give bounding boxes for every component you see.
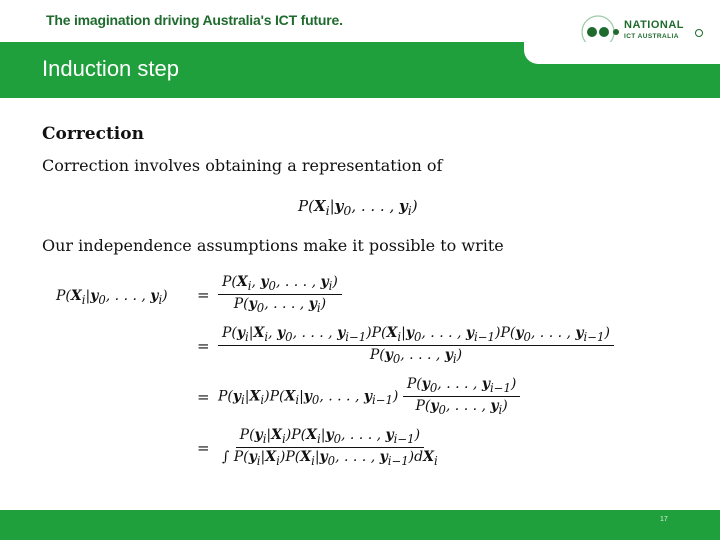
tagline: The imagination driving Australia's ICT future.: [46, 12, 343, 28]
page-number: 17: [660, 516, 668, 523]
equation-row-1: $\frac{P(X_i, y_0, . . . , y_i)}{P(y_0, . . . , y_i)}$: [218, 274, 342, 315]
equation-lhs: $P(X_i|y_0$, . . . , $y_i$): [56, 288, 168, 307]
logo-line-2: ICT AUSTRALIA: [624, 33, 679, 40]
logo-line-1: NATIONAL: [624, 19, 685, 31]
section-heading: Correction: [42, 124, 144, 144]
logo-ring-icon: [694, 28, 704, 38]
equals-sign-2: =: [197, 337, 210, 355]
equals-sign-3: =: [197, 388, 210, 406]
paragraph-1: Correction involves obtaining a representation of: [42, 156, 443, 175]
paragraph-2: Our independence assumptions make it possible to write: [42, 236, 504, 255]
equation-row-4: $\frac{P(y_i|X_i)P(X_i|y_0, . . . , y_{i-1})}{\int P(y_i|X_i)P(X_i|y_0, . . . , y_{i-1})dX_i}$: [222, 427, 438, 468]
equals-sign-1: =: [197, 286, 210, 304]
slide-title: Induction step: [42, 56, 179, 81]
formula-posterior: $P(X_i|y_0$, . . . , $y_i$): [298, 197, 418, 218]
footer-bar: [0, 510, 720, 540]
header-notch: [524, 42, 720, 64]
logo-text: [624, 20, 684, 41]
equation-row-3: $P(y_i|X_i)P(X_i|y_0$, . . . , $y_{i-1}$) $\frac{P(y_0, . . . , y_{i-1})}{P(y_0, . . . , y_i)}$: [218, 376, 520, 417]
equation-row-2: $P(y_i|X_i$, $y_0$, . . . , $y_{i-1})P(X_i|y_0$, . . . , $y_{i-1})P(y_0$, . . . , $y_{i-1}$) $P(y_0$, . . . , $y_i$): [218, 325, 614, 366]
equals-sign-4: =: [197, 439, 210, 457]
